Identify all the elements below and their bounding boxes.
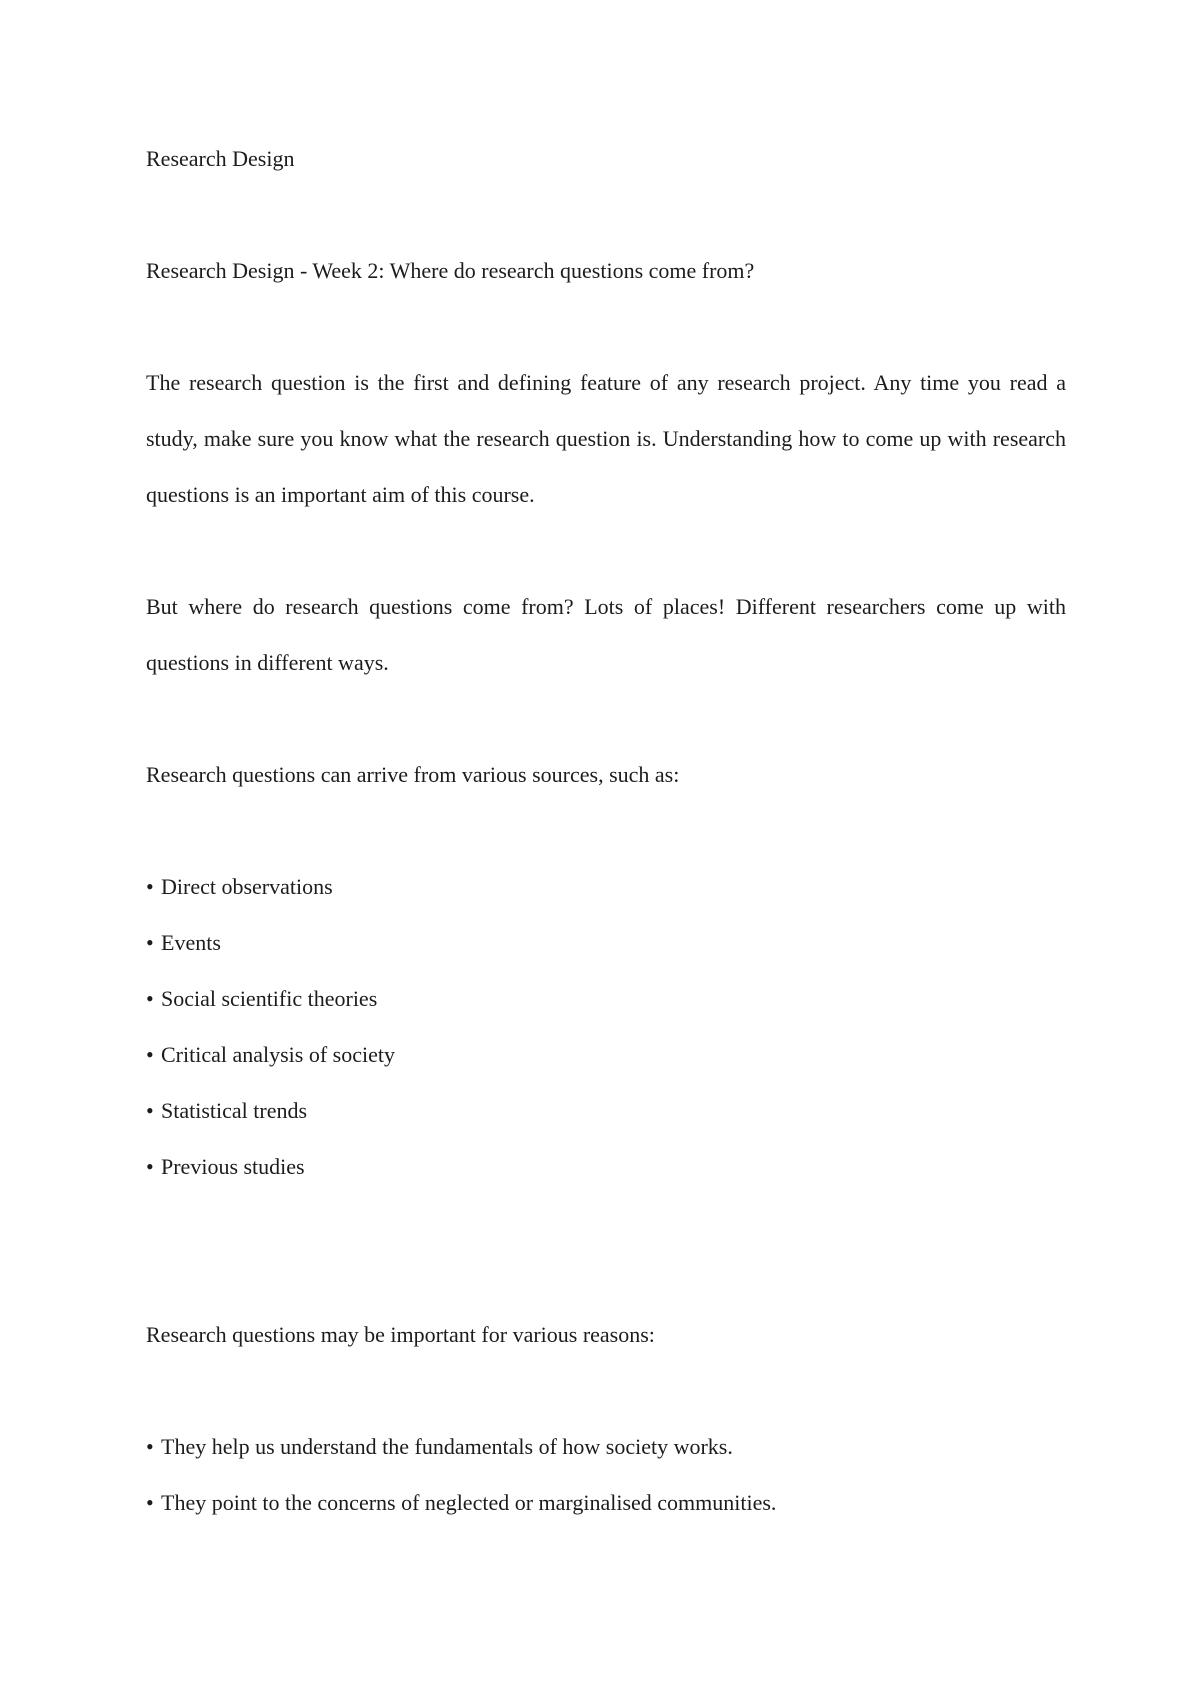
document-subtitle: Research Design - Week 2: Where do research questions come from? [146,258,755,283]
bullet-icon: • [146,1154,154,1179]
list-item [146,1419,1066,1475]
list-item [146,915,1066,971]
spacer [146,1363,1066,1419]
list-item-text: They point to the concerns of neglected or marginalised communities. [161,1490,777,1515]
list-item [146,971,1066,1027]
spacer [146,523,1066,579]
sources-list [146,859,1066,1195]
list-item-text: Social scientific theories [161,986,378,1011]
bullet-icon: • [146,986,154,1011]
spacer [146,1195,1066,1307]
bullet-icon: • [146,1042,154,1067]
bullet-icon: • [146,930,154,955]
spacer [146,691,1066,747]
list-item [146,859,1066,915]
paragraph-where-questions-come-from: But where do research questions come from? Lots of places! Different researchers come up with questions in different ways. [146,594,1066,675]
list-item [146,1139,1066,1195]
list-item-text: Critical analysis of society [161,1042,395,1067]
sources-intro: Research questions can arrive from various sources, such as: [146,762,680,787]
spacer [146,187,1066,243]
spacer [146,803,1066,859]
list-item-text: Direct observations [161,874,333,899]
bullet-icon: • [146,1098,154,1123]
list-item [146,1083,1066,1139]
list-item-text: They help us understand the fundamentals of how society works. [161,1434,733,1459]
list-item [146,1475,1066,1531]
list-item-text: Events [161,930,221,955]
bullet-icon: • [146,874,154,899]
spacer [146,299,1066,355]
reasons-intro: Research questions may be important for various reasons: [146,1322,655,1347]
list-item-text: Statistical trends [161,1098,308,1123]
document-title: Research Design [146,146,295,171]
document-page [146,131,1066,1531]
bullet-icon: • [146,1434,154,1459]
list-item-text: Previous studies [161,1154,305,1179]
paragraph-research-question: The research question is the first and defining feature of any research project. Any time you read a study, make sure you know what the research question is. Understanding how to come up with research questions is an important aim of this course. [146,370,1066,507]
list-item [146,1027,1066,1083]
reasons-list [146,1419,1066,1531]
bullet-icon: • [146,1490,154,1515]
